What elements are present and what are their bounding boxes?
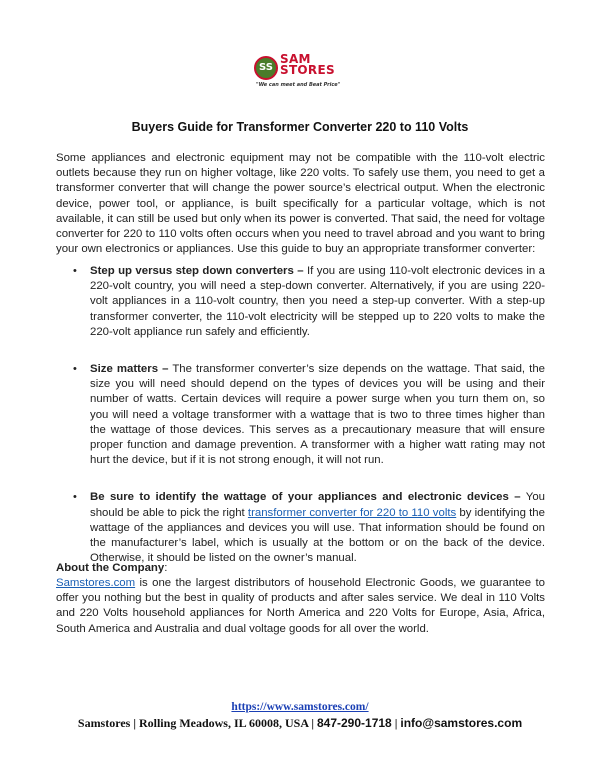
page-title: Buyers Guide for Transformer Converter 220 to 110 Volts (131, 120, 469, 134)
list-item (56, 490, 545, 566)
list-item (56, 362, 545, 468)
about-heading: About the Company: (56, 562, 168, 574)
guide-list (56, 264, 545, 566)
logo-mark: SS (254, 56, 278, 80)
list-item-heading: Be sure to identify the wattage of your appliances and electronic devices – (90, 491, 521, 504)
list-item-heading: Size matters – (90, 363, 169, 376)
list-item-text: The transformer converter’s size depends on the wattage. That said, the size you will need should depend on the types of devices you will be using and their number of watts. Certain devices will require a power surge when you turn them on, so you will need a voltage transformer with a wattage that is two to three times higher than the wattage of those devices. This serves as a precautionary measure that will ensure proper function and damage prevention. A transformer with a higher watt rating may not hurt the device, but if it is not strong enough, it will not run. (90, 363, 545, 467)
bullet-icon: • (73, 265, 77, 277)
company-logo (252, 52, 348, 92)
list-item (56, 264, 545, 340)
footer-contact: Samstores | Rolling Meadows, IL 60008, USA | 847-290-1718 | info@samstores.com (77, 716, 523, 730)
footer-email: info@samstores.com (400, 716, 523, 730)
list-item-text: If you are using 110-volt electronic devices in a 220-volt country, you will need a step-down converter. Alternatively, if you are using 220-volt appliances in a 110-volt country, then you need a step-up converter. With a step-up transformer converter, the 110-volt electricity will be stepped up to 220 volts to make the 220-volt appliance run safely and efficiently. (90, 265, 546, 338)
list-item-text: You should be able to pick the right (90, 491, 545, 519)
bullet-icon: • (73, 491, 77, 504)
list-item-text: by identifying the wattage of the appliances and devices you will use. That information should be found on the manufacturer’s label, which is usually at the bottom or on the back of the device. Otherwise, it should be listed on the owner’s manual. (90, 506, 545, 565)
about-paragraph (56, 576, 545, 637)
intro-paragraph: Some appliances and electronic equipment may not be compatible with the 110-volt electric outlets because they run on higher voltage, like 220 volts. To safely use them, you need to get a transformer converter that will change the power source’s electrical output. When the electronic device, power tool, or appliance, is built specifically for a particular voltage, which is not available, it can still be used but only when its power is converted. That said, the need for voltage converter for 220 to 110 volts often occurs when you need to travel abroad and you want to bring your own electronics or appliances. Use this guide to buy an appropriate transformer converter: (56, 152, 545, 256)
transformer-converter-link[interactable]: transformer converter for 220 to 110 volts (247, 506, 457, 519)
logo-wordmark: SAM STORES (280, 52, 335, 77)
samstores-link[interactable]: Samstores.com (56, 577, 136, 589)
list-item-heading: Step up versus step down converters – (90, 265, 304, 277)
logo-tagline: "We can meet and Beat Price" (256, 82, 341, 88)
bullet-icon: • (73, 363, 77, 376)
footer-address: Samstores | Rolling Meadows, IL 60008, USA | (77, 716, 317, 730)
footer-url-link[interactable]: https://www.samstores.com/ (231, 701, 369, 713)
about-text: is one the largest distributors of household Electronic Goods, we guarantee to offer you nothing but the best in quality of products and after sales service. We deal in 110 Volts and 220 Volts household appliances for North America and 220 Volts for Europe, Asia, Africa, South America and Australia and dual voltage goods for all over the world. (56, 577, 545, 635)
footer-phone: 847-290-1718 (316, 716, 392, 730)
